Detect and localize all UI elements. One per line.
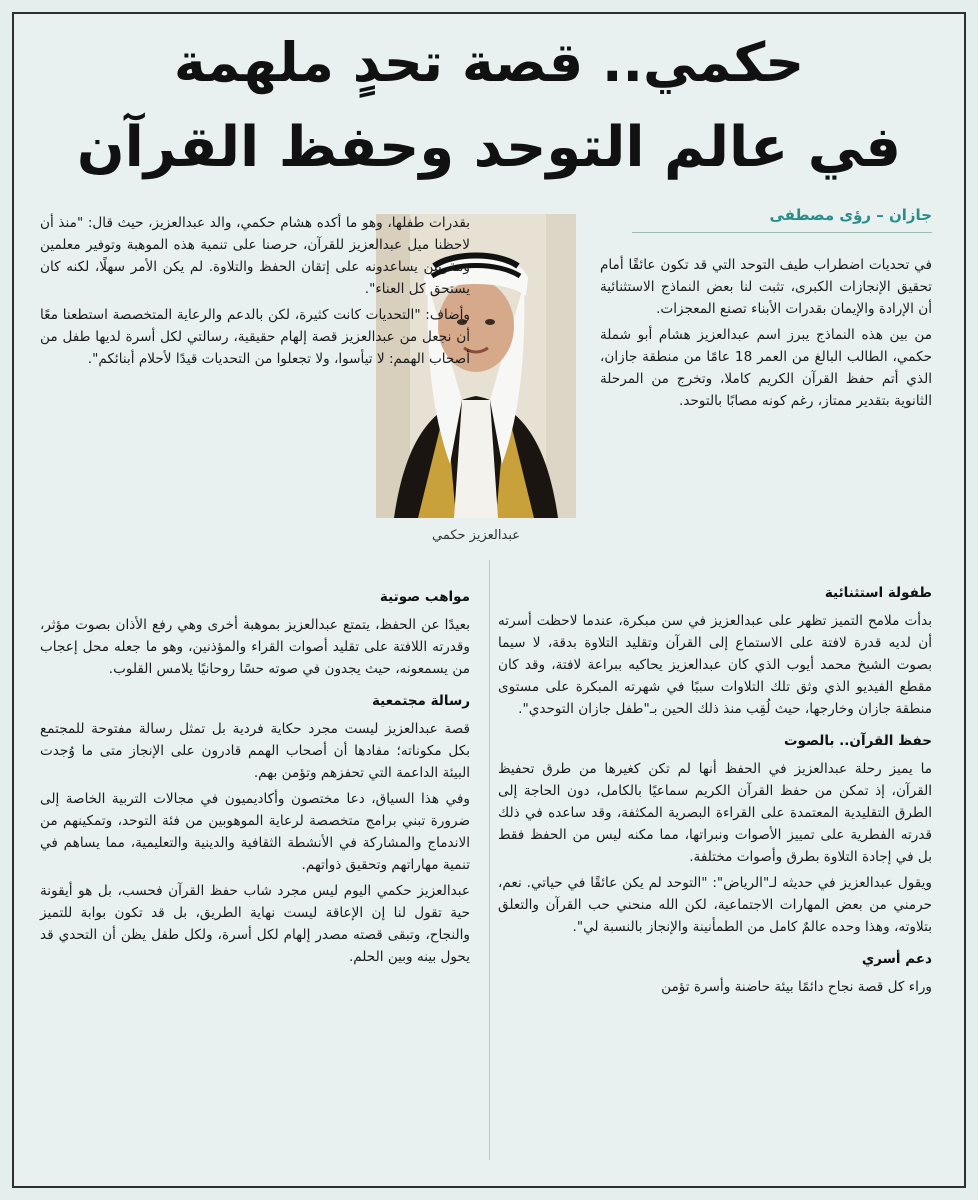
paragraph: بقدرات طفلها، وهو ما أكده هشام حكمي، والد عبدالعزيز، حيث قال: "منذ أن لاحظنا ميل عبدالعزيز للقرآن، حرصنا على تنمية هذه الموهبة وتوفير معلمين ومقرئين يساعدونه على إتقان الحفظ والتلاوة. لم يكن الأمر سهلًا، لكنه كان يستحق كل العناء". [40,215,470,297]
paragraph: في تحديات اضطراب طيف التوحد التي قد تكون عائقًا أمام تحقيق الإنجازات الكبرى، تثبت لنا بعض النماذج الاستثنائية أن الإرادة والإيمان بقدرات الأبناء تصنع المعجزات. [600,257,932,317]
byline-rule [632,232,932,233]
section-heading: طفولة استثنائية [824,585,932,601]
byline: جازان – رؤى مصطفى [769,206,932,224]
paragraph: بدأت ملامح التميز تظهر على عبدالعزيز في سن مبكرة، عندما لاحظت أسرته أن لديه قدرة لافتة على الاستماع إلى القرآن وتقليد التلاوة بدقة، لا سيما بصوت الشيخ محمد أيوب الذي كان عبدالعزيز يحاكيه ببراعة لافتة، وقد كان مقطع الفيديو الذي وثق تلك التلاوات سببًا في شهرته المبكرة على مستوى منطقة جازان وخارجها، حيث لُقِب منذ ذلك الحين بـ"طفل جازان التوحدي". [498,613,932,717]
paragraph: ما يميز رحلة عبدالعزيز في الحفظ أنها لم تكن كغيرها من طرق تحفيظ القرآن، إذ تمكن من حفظ القرآن الكريم سماعيًا بالكامل، دون الحاجة إلى الطرق التقليدية المعتمدة على القراءة البصرية المكثفة، وقد ساعده في ذلك قدرته الفطرية على تمييز الأصوات ونبراتها، مما مكنه ليس من الحفظ فقط بل في إجادة التلاوة بطرق وأصوات مختلفة. [498,761,932,865]
paragraph: بعيدًا عن الحفظ، يتمتع عبدالعزيز بموهبة أخرى وهي رفع الأذان بصوت مؤثر، وقدرته اللافتة على تقليد أصوات القراء والمؤذنين، وهو ما جعله محل إعجاب من يسمعونه، حيث يجدون في صوته حسًا روحانيًا يلامس القلوب. [40,617,470,677]
article-column-left-top [40,212,470,370]
article-column-right-top [600,254,932,412]
paragraph: وأضاف: "التحديات كانت كثيرة، لكن بالدعم والرعاية المتخصصة استطعنا معًا أن نجعل من عبدالعزيز قصة إلهام حقيقية، رسالتي لكل أسرة لديها طفل من أصحاب الهمم: لا تيأسوا، ولا تجعلوا من التحديات قيدًا لأحلام أبنائكم". [40,307,470,367]
section-heading: رسالة مجتمعية [371,693,470,709]
section-heading: مواهب صوتية [379,589,470,605]
paragraph: وراء كل قصة نجاح دائمًا بيئة حاضنة وأسرة تؤمن [661,979,932,995]
article-column-right-bottom [498,572,932,998]
paragraph: وفي هذا السياق، دعا مختصون وأكاديميون في مجالات التربية الخاصة إلى ضرورة تبني برامج متخصصة لرعاية الموهوبين من فئة التوحد، وتمكينهم من الاندماج والمشاركة في الأنشطة الثقافية والدينية والتعليمية، مما يساهم في تنمية مهاراتهم وتحقيق ذواتهم. [40,791,470,873]
article-column-left-bottom [40,576,470,968]
paragraph: قصة عبدالعزيز ليست مجرد حكاية فردية بل تمثل رسالة مفتوحة للمجتمع بكل مكوناته؛ مفادها أن أصحاب الهمم قادرون على الإنجاز متى ما وُجدت البيئة الداعمة التي تحفزهم وتؤمن بهم. [40,721,470,781]
paragraph: من بين هذه النماذج يبرز اسم عبدالعزيز هشام أبو شملة حكمي، الطالب البالغ من العمر 18 عامًا من منطقة جازان، الذي أتم حفظ القرآن الكريم كاملا، وتخرج من المرحلة الثانوية بتقدير ممتاز، رغم كونه مصابًا بالتوحد. [600,327,932,409]
section-heading: حفظ القرآن.. بالصوت [783,733,932,749]
paragraph: عبدالعزيز حكمي اليوم ليس مجرد شاب حفظ القرآن فحسب، بل هو أيقونة حية تقول لنا إن الإعاقة ليست نهاية الطريق، بل قد تكون بوابة للتميز والنجاح، وتبقى قصته مصدر إلهام لكل أسرة، ولكل طفل يظن أن التحدي قد يحول بينه وبين الحلم. [40,883,470,965]
photo-caption: عبدالعزيز حكمي [431,528,520,543]
section-heading: دعم أسري [861,951,932,967]
headline-line-1: حكمي.. قصة تحدٍ ملهمة [173,31,805,94]
headline-line-2: في عالم التوحد وحفظ القرآن [76,115,902,180]
paragraph: ويقول عبدالعزيز في حديثه لـ"الرياض": "التوحد لم يكن عائقًا في حياتي. نعم، حرمني من بعض المهارات الاجتماعية، لكن الله منحني حب القرآن والتعلق بتلاوته، وهذا وحده عالمٌ كامل من الطمأنينة والإنجاز بالنسبة لي". [498,875,932,935]
column-divider [489,560,490,1160]
